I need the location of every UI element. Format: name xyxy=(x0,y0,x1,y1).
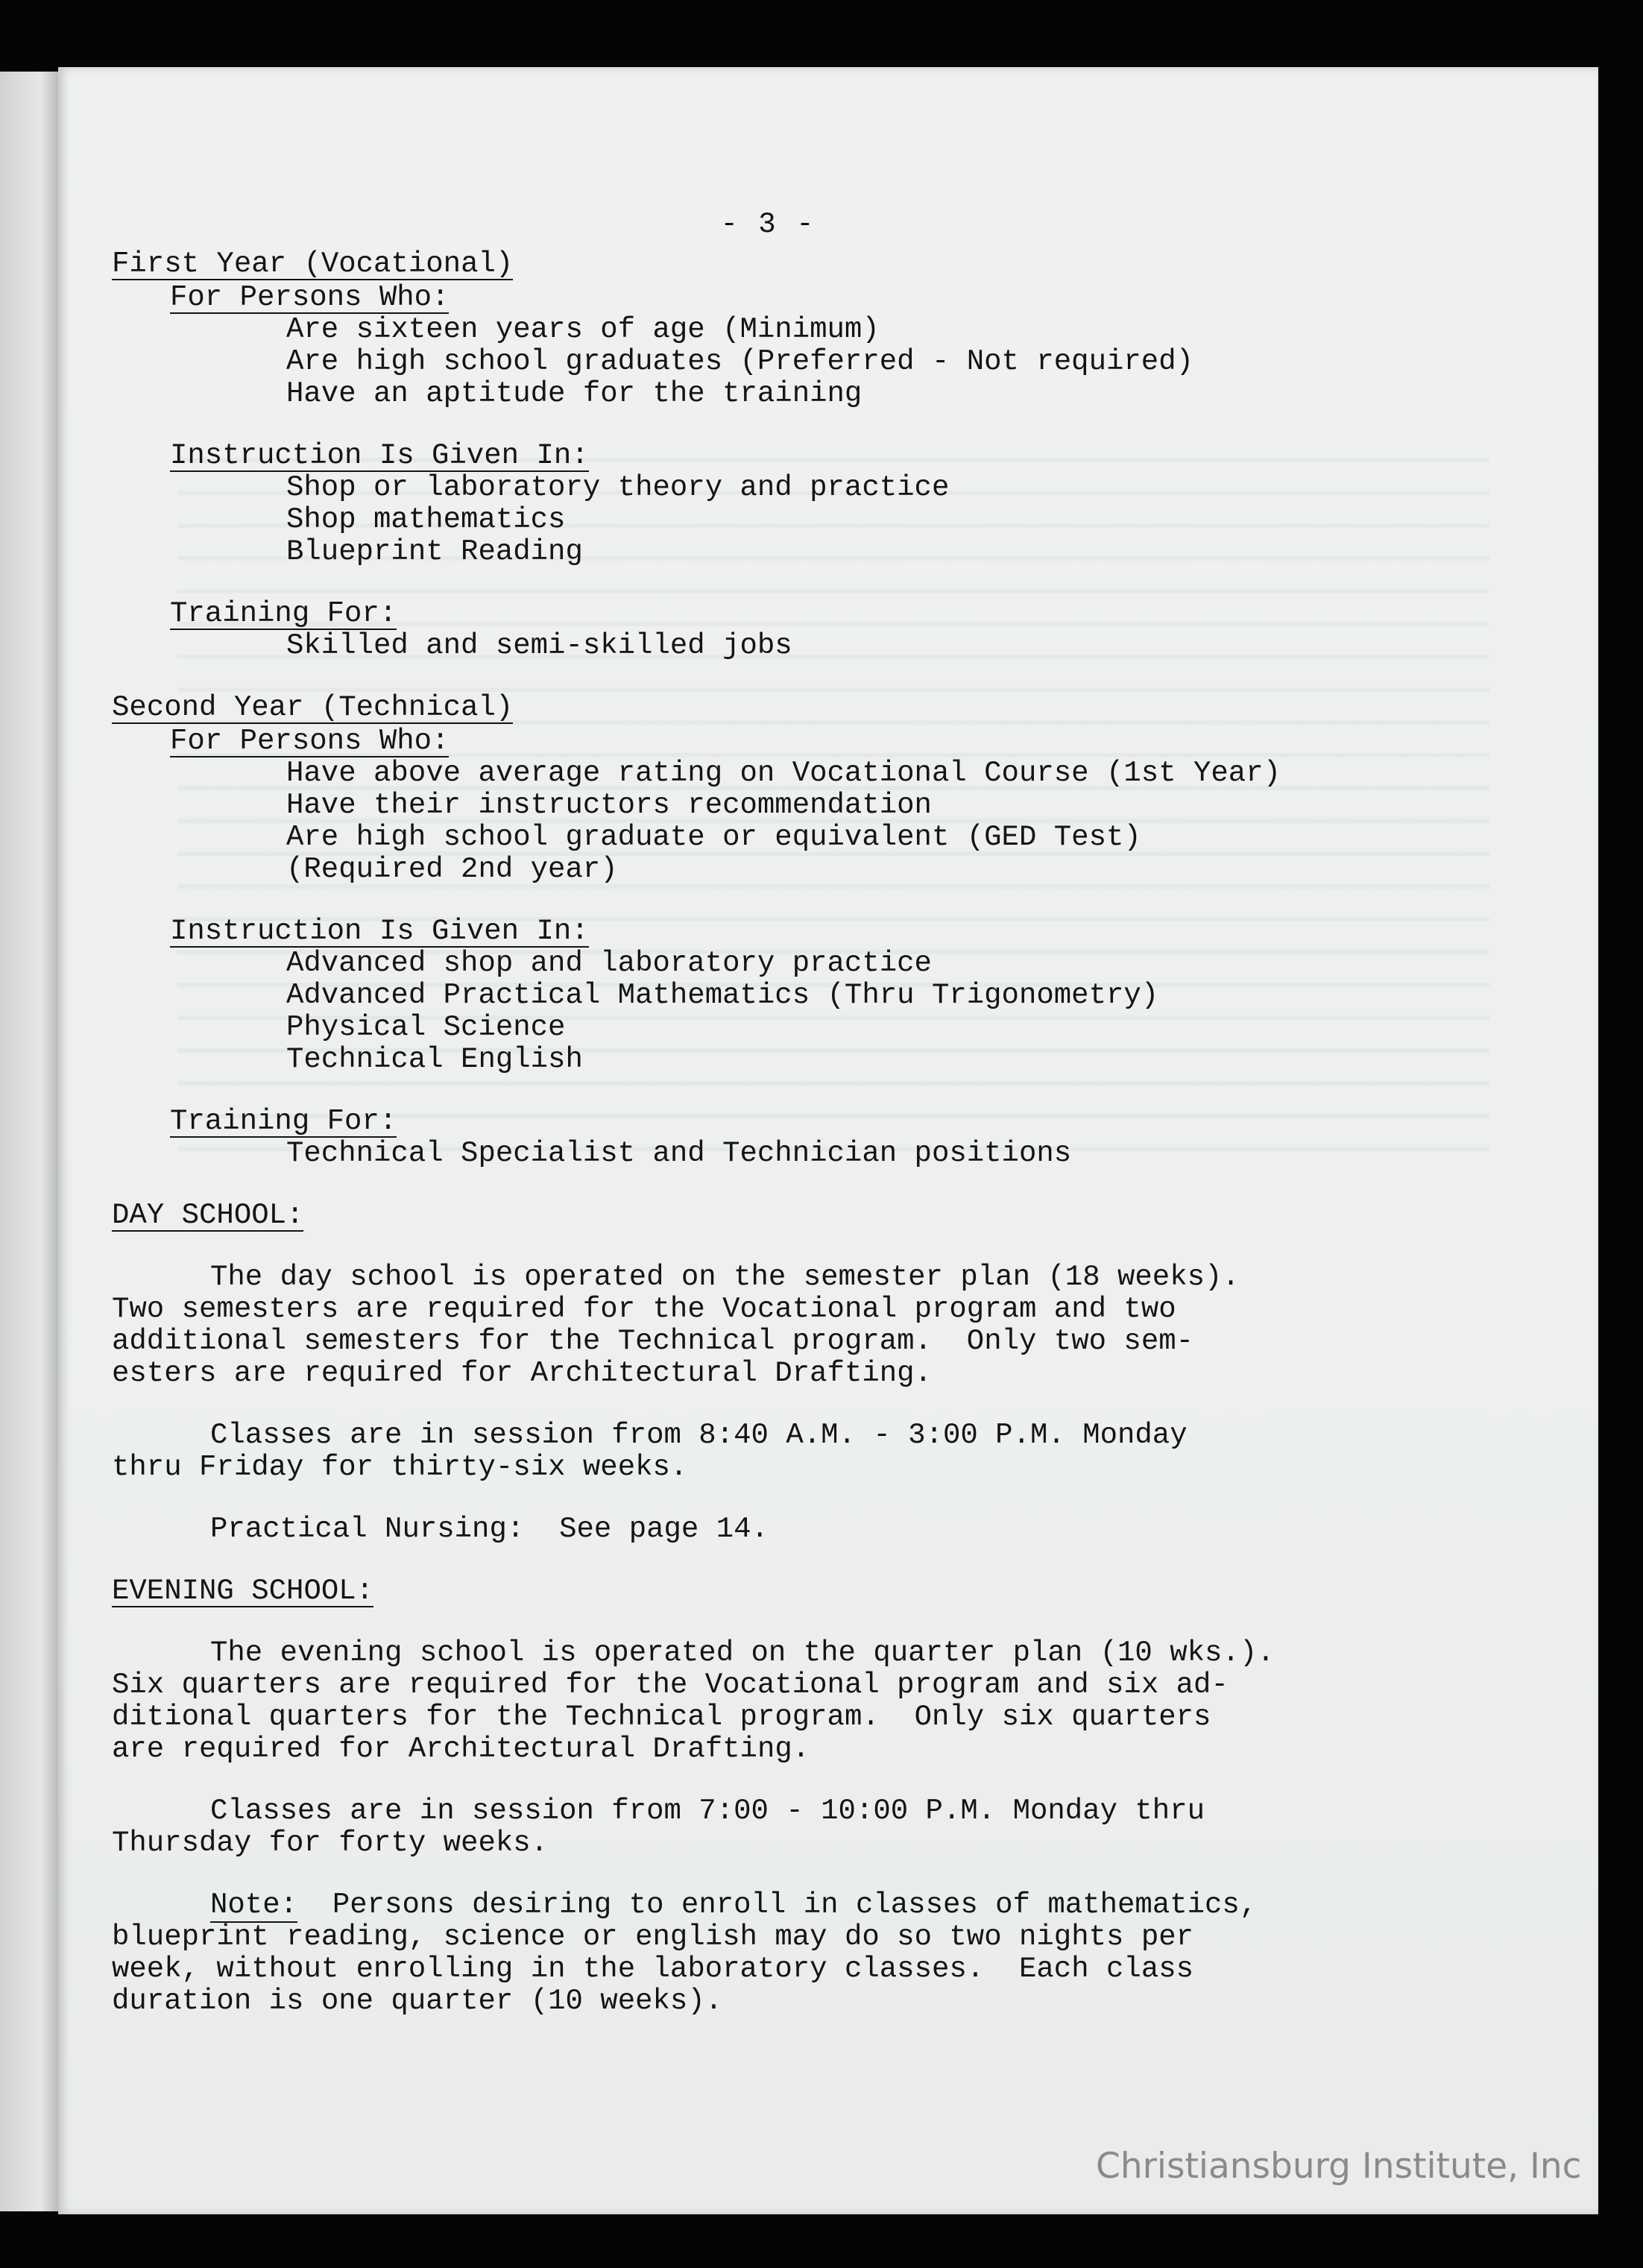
note-text: Persons desiring to enroll in classes of mathematics, blueprint reading, science or english may do so two nights per week, without enrolling in the laboratory classes. Each class duration is one quarter (10 weeks). xyxy=(112,1889,1258,2017)
first-year-instruction xyxy=(170,440,1454,568)
list-item: Physical Science xyxy=(286,1011,566,1044)
list-item: (Required 2nd year) xyxy=(286,853,618,886)
instruction-heading: Instruction Is Given In: xyxy=(170,915,589,948)
watermark: Christiansburg Institute, Inc xyxy=(1096,2146,1582,2187)
first-year-training xyxy=(170,598,1454,662)
day-school-heading: DAY SCHOOL: xyxy=(112,1199,304,1232)
facing-page-edge xyxy=(0,72,58,2211)
list-item: Have an aptitude for the training xyxy=(286,377,863,410)
list-item: Are sixteen years of age (Minimum) xyxy=(286,313,880,346)
second-year-section xyxy=(112,692,1454,1170)
evening-school-paragraph: The evening school is operated on the quarter plan (10 wks.). Six quarters are required for the Vocational program and six ad- ditional quarters for the Technical program. Only six quarters are required for Architectural Drafting. xyxy=(112,1637,1275,1765)
list-item: Blueprint Reading xyxy=(286,535,583,568)
second-year-for-persons xyxy=(170,725,1454,886)
second-year-instruction xyxy=(170,916,1454,1076)
evening-school-paragraph: Classes are in session from 7:00 - 10:00 P.M. Monday thru Thursday for forty weeks. xyxy=(112,1795,1205,1859)
first-year-for-persons xyxy=(170,282,1454,410)
page-content xyxy=(112,209,1454,2047)
training-heading: Training For: xyxy=(170,1105,397,1138)
list-item: Skilled and semi-skilled jobs xyxy=(286,629,792,662)
list-item: Have above average rating on Vocational Course (1st Year) xyxy=(286,757,1281,790)
list-item: Shop mathematics xyxy=(286,503,566,536)
list-item: Are high school graduates (Preferred - Not required) xyxy=(286,345,1193,378)
list-item: Are high school graduate or equivalent (GED Test) xyxy=(286,821,1141,854)
second-year-training xyxy=(170,1106,1454,1170)
first-year-section xyxy=(112,248,1454,662)
list-item: Technical Specialist and Technician positions xyxy=(286,1137,1072,1170)
list-item: Technical English xyxy=(286,1043,583,1076)
note-label: Note: xyxy=(210,1889,298,1921)
day-school-paragraph: Classes are in session from 8:40 A.M. - 3:00 P.M. Monday thru Friday for thirty-six weeks. xyxy=(112,1419,1188,1484)
day-school-paragraph: The day school is operated on the semester plan (18 weeks). Two semesters are required for the Vocational program and two additional semesters for the Technical program. Only two sem- esters are required for Architectural Drafting. xyxy=(112,1261,1240,1390)
list-item: Advanced Practical Mathematics (Thru Trigonometry) xyxy=(286,979,1159,1012)
evening-school-heading: EVENING SCHOOL: xyxy=(112,1575,374,1607)
for-persons-heading: For Persons Who: xyxy=(170,725,450,757)
list-item: Have their instructors recommendation xyxy=(286,789,932,822)
list-item: Advanced shop and laboratory practice xyxy=(286,947,932,980)
day-school-section xyxy=(112,1200,1454,1546)
instruction-heading: Instruction Is Given In: xyxy=(170,439,589,472)
second-year-title: Second Year (Technical) xyxy=(112,691,514,724)
first-year-title: First Year (Vocational) xyxy=(112,248,514,280)
day-school-paragraph: Practical Nursing: See page 14. xyxy=(210,1513,769,1546)
for-persons-heading: For Persons Who: xyxy=(170,281,450,314)
evening-school-section xyxy=(112,1575,1454,2017)
page-number: - 3 - xyxy=(720,208,816,241)
note-paragraph xyxy=(112,1889,1454,2017)
training-heading: Training For: xyxy=(170,597,397,630)
list-item: Shop or laboratory theory and practice xyxy=(286,471,950,504)
